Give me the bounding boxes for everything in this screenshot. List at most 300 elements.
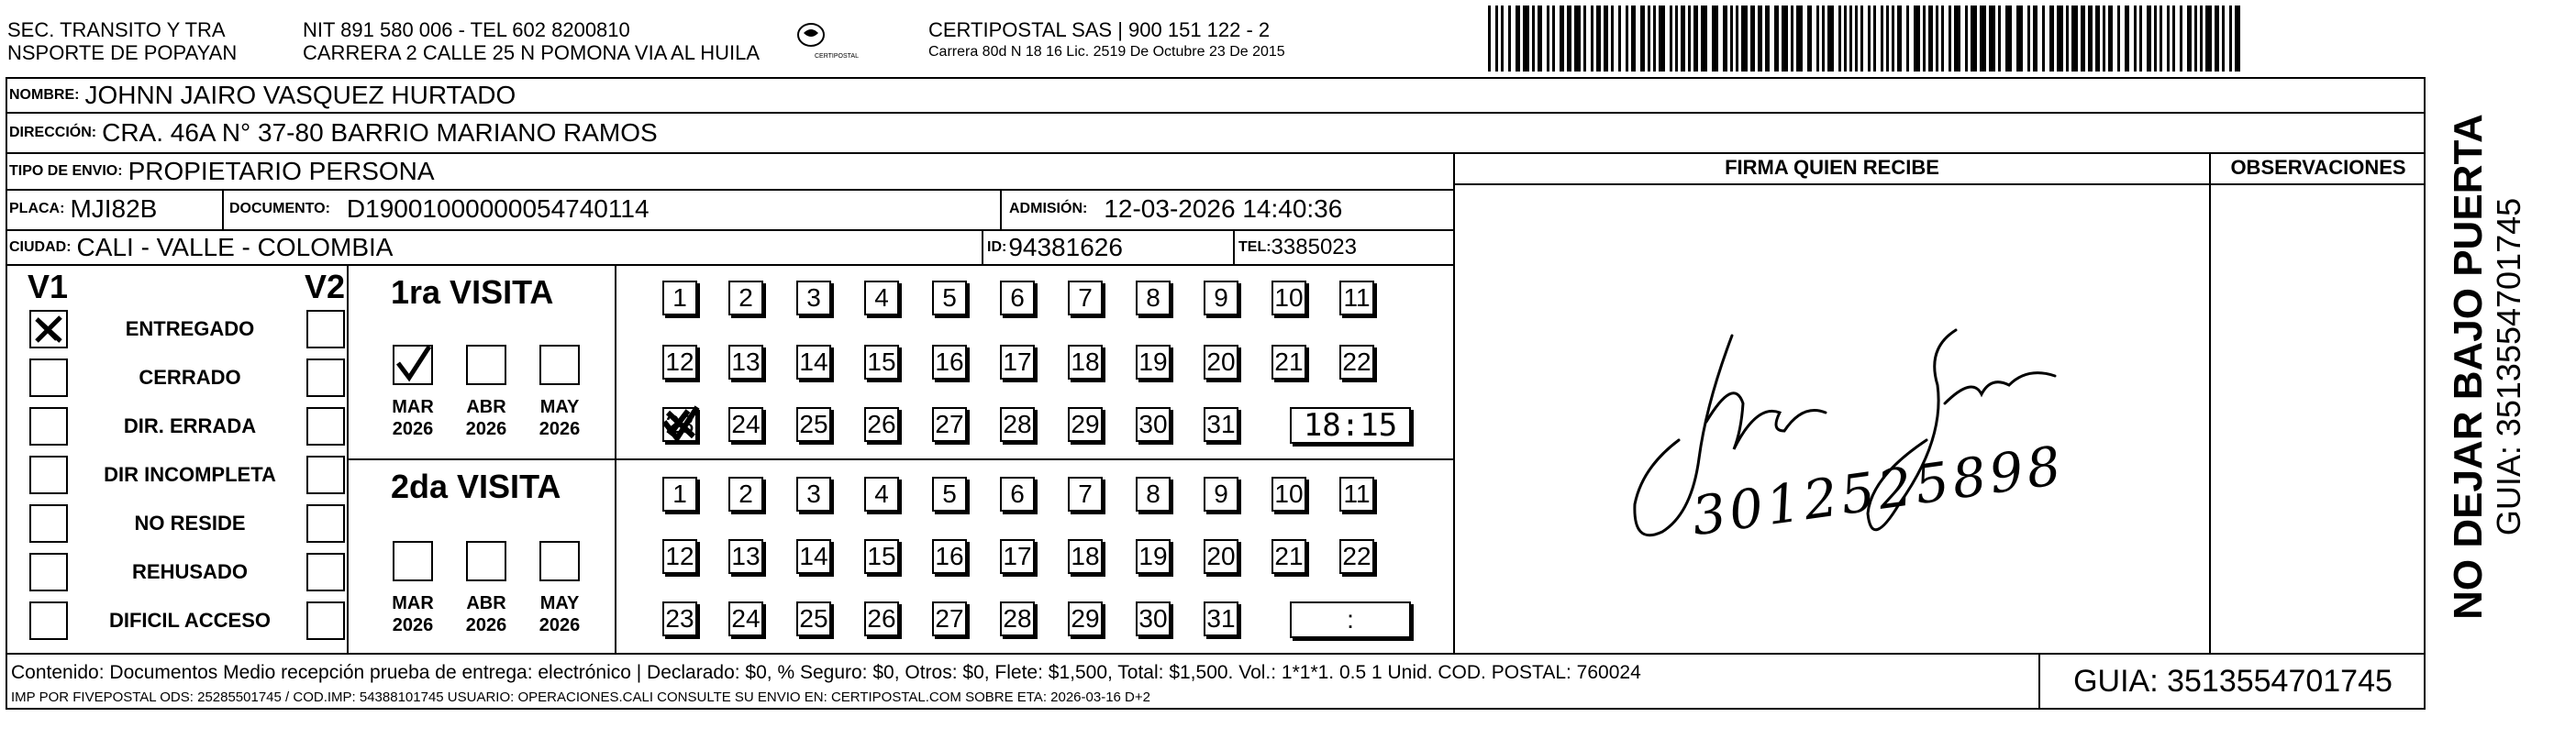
day-box[interactable] [1339, 345, 1374, 380]
barcode-bar [1670, 6, 1672, 72]
day-box[interactable] [728, 345, 763, 380]
barcode-bar [1532, 6, 1535, 72]
month-year: 2026 [392, 615, 434, 635]
day-box[interactable] [1000, 281, 1035, 315]
day-box[interactable] [1068, 345, 1103, 380]
barcode-bar [1488, 6, 1491, 72]
day-box[interactable] [1204, 345, 1238, 380]
day-number: 1 [672, 480, 687, 508]
barcode-bar [2222, 6, 2225, 72]
day-number: 27 [935, 410, 964, 438]
barcode-bar [1807, 6, 1812, 72]
barcode-bar [1782, 6, 1788, 72]
barcode-bar [1659, 6, 1665, 72]
day-number: 31 [1206, 604, 1236, 633]
day-box[interactable] [1271, 477, 1306, 512]
status-label: DIR. ERRADA [123, 414, 257, 437]
status-label: ENTREGADO [125, 317, 255, 340]
day-box[interactable] [1204, 281, 1238, 315]
day-box[interactable] [1068, 601, 1103, 636]
day-box[interactable] [1136, 281, 1171, 315]
time-value: 18:15 [1303, 407, 1398, 444]
month-checkbox[interactable] [393, 541, 433, 581]
month-name: ABR [466, 397, 506, 417]
barcode-bar [1873, 6, 1876, 72]
barcode-bar [1547, 6, 1549, 72]
barcode-bar [1712, 6, 1718, 72]
day-number: 3 [806, 480, 821, 508]
month-checkbox[interactable] [539, 345, 580, 385]
day-box[interactable] [1000, 539, 1035, 574]
barcode [1488, 6, 2240, 72]
day-number: 20 [1206, 542, 1236, 570]
day-number: 23 [665, 410, 694, 438]
barcode-bar [1838, 6, 1841, 72]
barcode-bar [2160, 6, 2162, 72]
day-number: 19 [1138, 347, 1168, 376]
day-box[interactable] [932, 281, 967, 315]
barcode-bar [1611, 6, 1614, 72]
day-number: 15 [867, 347, 896, 376]
day-number: 2 [738, 283, 753, 312]
barcode-bar [1989, 6, 1995, 72]
barcode-bar [1688, 6, 1691, 72]
day-box[interactable] [1000, 477, 1035, 512]
day-number: 19 [1138, 542, 1168, 570]
day-number: 18 [1071, 542, 1100, 570]
barcode-bar [1849, 6, 1852, 72]
day-number: 24 [731, 410, 761, 438]
nombre-value: JOHNN JAIRO VASQUEZ HURTADO [84, 81, 516, 109]
status-label: DIR INCOMPLETA [104, 463, 276, 486]
barcode-bar [1560, 6, 1564, 72]
barcode-bar [2117, 6, 2120, 72]
barcode-bar [1774, 6, 1779, 72]
barcode-bar [1675, 6, 1678, 72]
barcode-bar [1640, 6, 1645, 72]
day-number: 7 [1078, 283, 1093, 312]
barcode-bar [1516, 6, 1520, 72]
v1-checkbox[interactable] [29, 310, 68, 348]
month-checkbox[interactable] [539, 541, 580, 581]
barcode-bar [2108, 6, 2113, 72]
day-number: 17 [1003, 542, 1032, 570]
barcode-bar [1758, 6, 1762, 72]
day-number: 13 [731, 542, 761, 570]
day-number: 13 [731, 347, 761, 376]
barcode-bar [2081, 6, 2085, 72]
day-number: 22 [1342, 347, 1371, 376]
contenido-text: Contenido: Documentos Medio recepción prueba de entrega: electrónico | Declarado: $0, % Seguro: $0, Otros: $0, Flete: $1,500, Total: $1,500. Vol.: 1*1*1. 0.5 1 Unid. COD. POSTAL: 760024 [11, 662, 1641, 683]
v1-checkbox[interactable] [29, 358, 68, 397]
direccion-value: CRA. 46A N° 37-80 BARRIO MARIANO RAMOS [102, 118, 658, 147]
imp-text: IMP POR FIVEPOSTAL ODS: 25285501745 / COD.IMP: 54388101745 USUARIO: OPERACIONES.CALI CONSULTE SU ENVIO EN: CERTIPOSTAL.COM SOBRE ETA: 2026-03-16 D+2 [11, 689, 1150, 705]
ciudad-value: CALI - VALLE - COLOMBIA [76, 233, 394, 261]
col-divider [1233, 229, 1235, 264]
logo-text: CERTIPOSTAL [815, 53, 859, 60]
barcode-bar [1618, 6, 1621, 72]
barcode-bar [1574, 6, 1581, 72]
day-box[interactable] [796, 345, 831, 380]
barcode-bar [1923, 6, 1926, 72]
day-box[interactable] [796, 601, 831, 636]
tipo-row [9, 154, 1440, 189]
day-number: 29 [1071, 410, 1100, 438]
day-box[interactable] [662, 281, 697, 315]
nombre-label: NOMBRE: [9, 87, 80, 103]
month-checkbox[interactable] [466, 541, 506, 581]
v1-checkbox[interactable] [29, 456, 68, 494]
placa-cell [9, 191, 220, 227]
day-number: 6 [1010, 283, 1025, 312]
barcode-bar [1583, 6, 1586, 72]
month-name: MAR [392, 397, 434, 417]
barcode-bar [1693, 6, 1698, 72]
barcode-bar [1523, 6, 1529, 72]
v2-checkbox[interactable] [306, 504, 345, 543]
day-number: 7 [1078, 480, 1093, 508]
barcode-bar [2205, 6, 2212, 72]
day-box[interactable] [1204, 601, 1238, 636]
day-number: 26 [867, 604, 896, 633]
barcode-bar [1730, 6, 1733, 72]
barcode-bar [1701, 6, 1707, 72]
day-number: 1 [672, 283, 687, 312]
day-box[interactable] [662, 477, 697, 512]
barcode-bar [2229, 6, 2232, 72]
day-box[interactable] [662, 345, 697, 380]
day-box[interactable] [728, 477, 763, 512]
barcode-bar [2235, 6, 2240, 72]
barcode-bar [1892, 6, 1894, 72]
barcode-bar [2147, 6, 2151, 72]
barcode-bar [2172, 6, 2175, 72]
day-box[interactable] [864, 601, 899, 636]
month-year: 2026 [539, 419, 581, 439]
barcode-bar [1822, 6, 1825, 72]
day-number: 23 [665, 604, 694, 633]
col-divider [1000, 191, 1002, 229]
admision-label: ADMISIÓN: [1009, 201, 1088, 216]
barcode-bar [1538, 6, 1542, 72]
barcode-bar [2103, 6, 2105, 72]
barcode-bar [2088, 6, 2093, 72]
day-number: 30 [1138, 410, 1168, 438]
col-divider [982, 229, 983, 264]
day-check-mark [661, 403, 701, 444]
v2-checkbox[interactable] [306, 407, 345, 446]
side-guia-wrap [2492, 110, 2528, 623]
day-number: 11 [1343, 283, 1371, 312]
barcode-bar [2167, 6, 2170, 72]
day-box[interactable] [1136, 539, 1171, 574]
v2-checkbox[interactable] [306, 456, 345, 494]
month-year: 2026 [539, 615, 581, 635]
day-number: 3 [806, 283, 821, 312]
barcode-bar [1941, 6, 1944, 72]
placa-value: MJI82B [70, 194, 158, 223]
barcode-bar [1765, 6, 1770, 72]
day-number: 26 [867, 410, 896, 438]
barcode-bar [2200, 6, 2203, 72]
barcode-bar [1965, 6, 1968, 72]
id-label: ID: [987, 239, 1007, 255]
day-box[interactable] [932, 601, 967, 636]
col-divider [347, 264, 349, 653]
status-label: DIFICIL ACCESO [108, 609, 271, 632]
day-box[interactable] [1000, 601, 1035, 636]
day-box[interactable] [1339, 539, 1374, 574]
sender-block [7, 18, 237, 64]
barcode-bar [2027, 6, 2030, 72]
barcode-bar [1860, 6, 1863, 72]
month-label [464, 396, 508, 440]
day-box[interactable] [1068, 281, 1103, 315]
v1-checkbox[interactable] [29, 504, 68, 543]
barcode-bar [1897, 6, 1902, 72]
day-number: 14 [799, 347, 828, 376]
v1-checkbox[interactable] [29, 553, 68, 591]
v2-checkbox[interactable] [306, 553, 345, 591]
day-box[interactable] [1136, 601, 1171, 636]
v2-checkbox[interactable] [306, 358, 345, 397]
tel-cell [1238, 231, 1449, 264]
barcode-bar [1855, 6, 1858, 72]
day-box[interactable] [662, 601, 697, 636]
v2-checkbox[interactable] [306, 310, 345, 348]
barcode-bar [1971, 6, 1977, 72]
day-box[interactable] [796, 539, 831, 574]
day-number: 17 [1003, 347, 1032, 376]
barcode-bar [1886, 6, 1889, 72]
col-divider [1453, 152, 1455, 653]
day-number: 6 [1010, 480, 1025, 508]
day-number: 16 [935, 347, 964, 376]
status-label: CERRADO [139, 366, 241, 389]
day-box[interactable] [1339, 281, 1374, 315]
v1-checkbox[interactable] [29, 407, 68, 446]
day-box[interactable] [1204, 477, 1238, 512]
status-label: REHUSADO [132, 560, 248, 583]
day-box[interactable] [728, 407, 763, 442]
barcode-bar [1998, 6, 2001, 72]
v2-label: V2 [305, 268, 346, 305]
second-visit-title: 2da VISITA [391, 468, 561, 505]
side-warning-wrap [2440, 110, 2492, 623]
carrier-logo [771, 17, 881, 72]
placa-label: PLACA: [9, 201, 65, 216]
carrier-block [928, 18, 1285, 62]
day-box[interactable] [864, 477, 899, 512]
day-number: 18 [1071, 347, 1100, 376]
firma-label: FIRMA QUIEN RECIBE [1725, 156, 1939, 179]
direccion-label: DIRECCIÓN: [9, 125, 97, 140]
barcode-bar [2057, 6, 2063, 72]
barcode-bar [1914, 6, 1920, 72]
barcode-bar [1736, 6, 1738, 72]
ciudad-cell [9, 231, 972, 264]
month-year: 2026 [465, 419, 507, 439]
time-box[interactable] [1290, 407, 1411, 444]
barcode-bar [1816, 6, 1819, 72]
barcode-bar [1936, 6, 1938, 72]
barcode-bar [2033, 6, 2037, 72]
barcode-bar [2154, 6, 2157, 72]
v1-checkbox[interactable] [29, 601, 68, 640]
day-box[interactable] [662, 539, 697, 574]
day-number: 14 [799, 542, 828, 570]
day-number: 5 [942, 283, 957, 312]
barcode-bar [2194, 6, 2197, 72]
barcode-bar [2125, 6, 2129, 72]
barcode-bar [2095, 6, 2100, 72]
day-box[interactable] [1136, 477, 1171, 512]
ciudad-label: CIUDAD: [9, 239, 72, 255]
month-name: MAY [539, 397, 580, 417]
nit-block [303, 18, 760, 64]
day-box[interactable] [1136, 407, 1171, 442]
v2-checkbox[interactable] [306, 601, 345, 640]
sender-address: CARRERA 2 CALLE 25 N POMONA VIA AL HUILA [303, 41, 761, 64]
id-value: 94381626 [1008, 233, 1123, 261]
barcode-bar [1681, 6, 1685, 72]
day-box[interactable] [1271, 345, 1306, 380]
day-box[interactable] [728, 539, 763, 574]
status-label: NO RESIDE [134, 512, 246, 535]
day-box[interactable] [796, 407, 831, 442]
day-number: 5 [942, 480, 957, 508]
day-box[interactable] [1000, 407, 1035, 442]
barcode-bar [1796, 6, 1803, 72]
barcode-bar [1949, 6, 1951, 72]
barcode-bar [2071, 6, 2078, 72]
month-checkbox[interactable] [393, 345, 433, 385]
admision-value: 12-03-2026 14:40:36 [1104, 194, 1343, 223]
day-box[interactable] [864, 281, 899, 315]
day-box[interactable] [932, 539, 967, 574]
carrier-line: CERTIPOSTAL SAS | 900 151 122 - 2 [928, 18, 1271, 41]
day-box[interactable] [1068, 407, 1103, 442]
sender-line-2: NSPORTE DE POPAYAN [7, 41, 238, 64]
barcode-bar [1791, 6, 1793, 72]
barcode-bar [1591, 6, 1593, 72]
day-box[interactable] [1204, 407, 1238, 442]
barcode-bar [2005, 6, 2012, 72]
day-number: 22 [1342, 542, 1371, 570]
barcode-bar [1501, 6, 1504, 72]
day-box[interactable] [1068, 539, 1103, 574]
guia-box: GUIA: 3513554701745 [2073, 663, 2393, 699]
day-number: 12 [665, 542, 694, 570]
barcode-bar [1567, 6, 1571, 72]
day-box[interactable] [1271, 281, 1306, 315]
time-value: : [1347, 605, 1354, 634]
barcode-bar [2139, 6, 2142, 72]
day-box[interactable] [662, 407, 697, 442]
barcode-bar [1508, 6, 1511, 72]
day-box[interactable] [1136, 345, 1171, 380]
barcode-bar [1604, 6, 1608, 72]
day-number: 20 [1206, 347, 1236, 376]
day-number: 8 [1146, 480, 1160, 508]
nit-line: NIT 891 580 006 - TEL 602 8200810 [303, 18, 630, 41]
day-box[interactable] [728, 281, 763, 315]
day-number: 24 [731, 604, 761, 633]
barcode-bar [1626, 6, 1628, 72]
day-box[interactable] [932, 345, 967, 380]
day-box[interactable] [1068, 477, 1103, 512]
barcode-bar [1723, 6, 1727, 72]
documento-label: DOCUMENTO: [229, 201, 330, 216]
day-box[interactable] [1271, 539, 1306, 574]
col-divider [222, 191, 224, 229]
row-divider [6, 264, 1455, 266]
day-number: 15 [867, 542, 896, 570]
day-box[interactable] [1000, 345, 1035, 380]
day-box[interactable] [796, 281, 831, 315]
admision-cell [1009, 191, 1449, 227]
sender-line-1: SEC. TRANSITO Y TRA [7, 18, 226, 41]
day-number: 25 [799, 410, 828, 438]
col-divider [2209, 152, 2211, 653]
day-number: 2 [738, 480, 753, 508]
first-visit-title: 1ra VISITA [391, 273, 554, 311]
barcode-bar [1827, 6, 1834, 72]
tipo-value: PROPIETARIO PERSONA [128, 157, 435, 185]
month-label [391, 396, 435, 440]
day-number: 10 [1274, 283, 1304, 312]
day-number: 29 [1071, 604, 1100, 633]
barcode-bar [2215, 6, 2219, 72]
day-box[interactable] [864, 345, 899, 380]
day-number: 8 [1146, 283, 1160, 312]
barcode-bar [2049, 6, 2054, 72]
day-number: 10 [1274, 480, 1304, 508]
documento-cell [229, 191, 991, 227]
side-warning: NO DEJAR BAJO PUERTA [2446, 114, 2491, 620]
day-box[interactable] [932, 477, 967, 512]
month-label [464, 592, 508, 636]
barcode-bar [1648, 6, 1650, 72]
month-checkbox[interactable] [466, 345, 506, 385]
documento-value: D19001000000054740114 [346, 194, 650, 223]
time-box[interactable] [1290, 601, 1411, 638]
month-year: 2026 [392, 419, 434, 439]
day-number: 28 [1003, 604, 1032, 633]
day-box[interactable] [728, 601, 763, 636]
day-number: 21 [1274, 347, 1304, 376]
month-name: MAY [539, 593, 580, 613]
day-number: 9 [1214, 283, 1228, 312]
day-number: 21 [1274, 542, 1304, 570]
day-box[interactable] [796, 477, 831, 512]
day-box[interactable] [932, 407, 967, 442]
day-box[interactable] [1204, 539, 1238, 574]
day-number: 4 [874, 480, 889, 508]
barcode-bar [2066, 6, 2069, 72]
id-cell [987, 231, 1235, 264]
side-guia: GUIA: 3513554701745 [2490, 197, 2527, 536]
day-box[interactable] [1339, 477, 1374, 512]
tipo-label: TIPO DE ENVIO: [9, 163, 123, 179]
day-box[interactable] [864, 407, 899, 442]
barcode-bar [1980, 6, 1986, 72]
day-number: 28 [1003, 410, 1032, 438]
tel-value: 3385023 [1271, 235, 1357, 259]
month-name: MAR [392, 593, 434, 613]
barcode-bar [1928, 6, 1933, 72]
day-box[interactable] [864, 539, 899, 574]
